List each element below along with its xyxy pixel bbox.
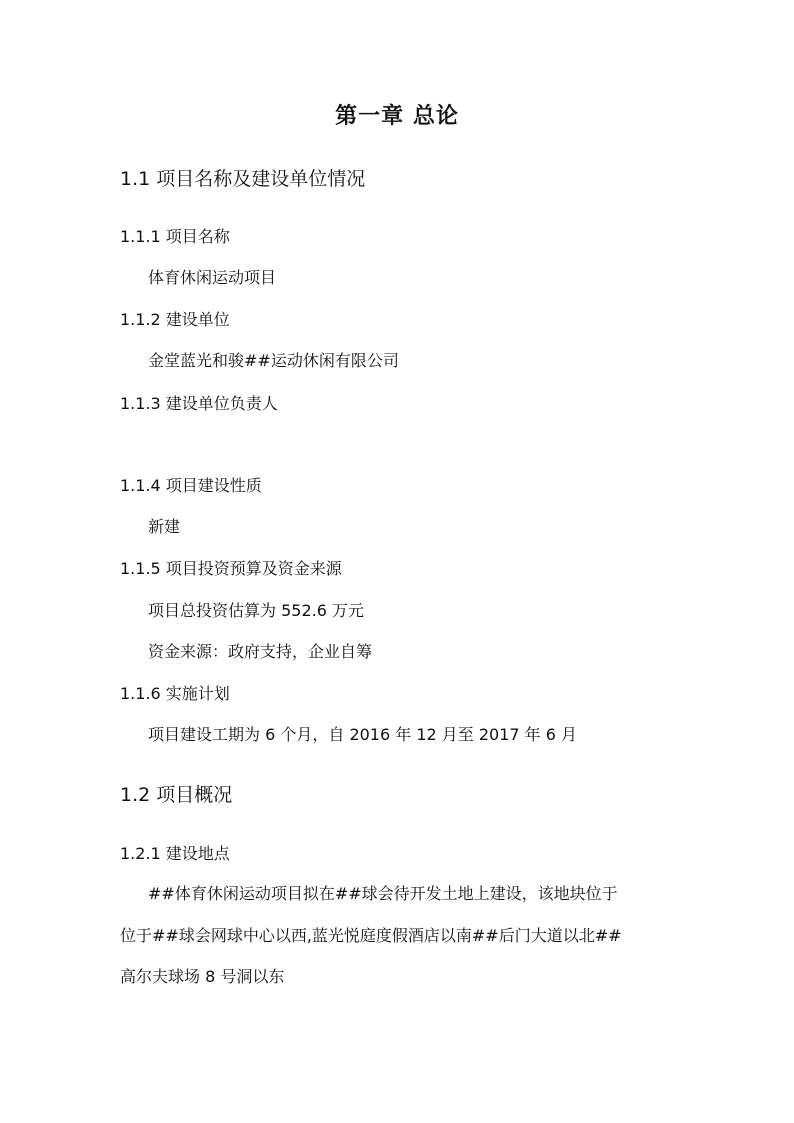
subsection-heading-1-1-3: 1.1.3 建设单位负责人: [120, 394, 278, 413]
subsection-heading-1-1-6: 1.1.6 实施计划: [120, 684, 230, 703]
subsection-heading-1-1-2: 1.1.2 建设单位: [120, 310, 230, 329]
builder-text: 金堂蓝光和骏##运动休闲有限公司: [148, 351, 399, 370]
location-paragraph-line-2: 位于##球会网球中心以西,蓝光悦庭度假酒店以南##后门大道以北##: [120, 926, 622, 945]
location-paragraph-line-3: 高尔夫球场 8 号洞以东: [120, 967, 285, 986]
chapter-title: 第一章 总论: [335, 104, 459, 129]
project-nature-text: 新建: [148, 517, 181, 536]
section-heading-1-2: 1.2 项目概况: [120, 784, 233, 806]
project-name-text: 体育休闲运动项目: [148, 268, 277, 287]
subsection-heading-1-1-1: 1.1.1 项目名称: [120, 227, 230, 246]
section-heading-1-1: 1.1 项目名称及建设单位情况: [120, 168, 366, 190]
subsection-heading-1-1-5: 1.1.5 项目投资预算及资金来源: [120, 559, 342, 578]
subsection-heading-1-2-1: 1.2.1 建设地点: [120, 844, 230, 863]
location-paragraph-line-1: ##体育休闲运动项目拟在##球会待开发土地上建设，该地块位于: [148, 884, 618, 903]
schedule-text: 项目建设工期为 6 个月，自 2016 年 12 月至 2017 年 6 月: [148, 725, 578, 744]
investment-text: 项目总投资估算为 552.6 万元: [148, 601, 364, 620]
subsection-heading-1-1-4: 1.1.4 项目建设性质: [120, 476, 262, 495]
funding-text: 资金来源：政府支持，企业自筹: [148, 642, 373, 661]
